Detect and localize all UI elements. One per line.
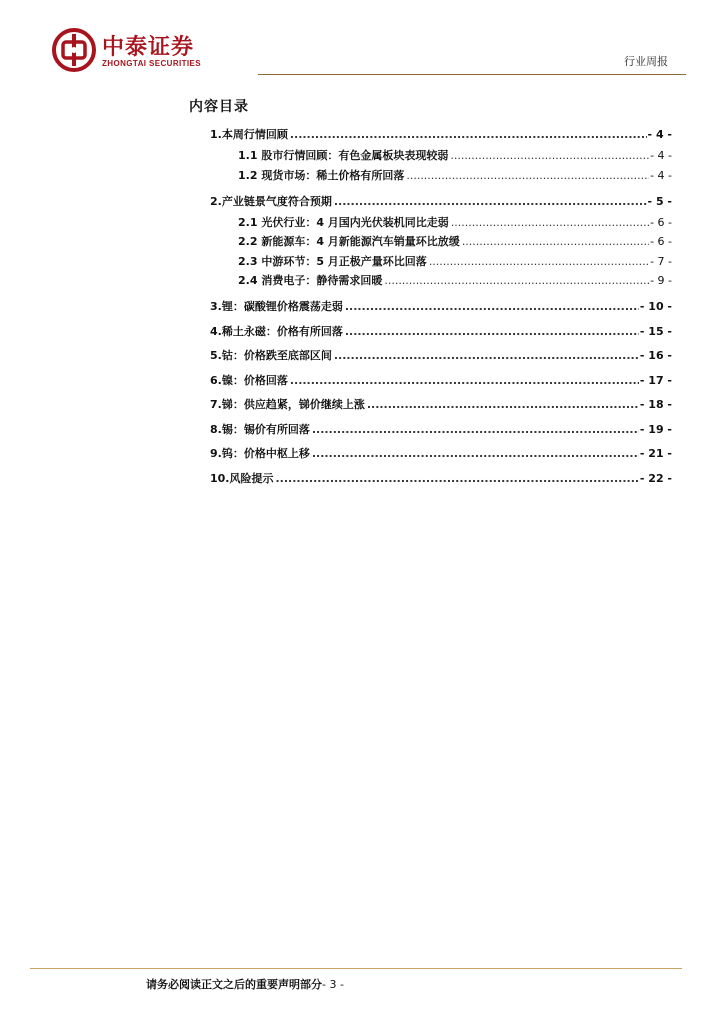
toc-entry[interactable] bbox=[210, 422, 672, 438]
toc-entry-page: - 6 - bbox=[650, 235, 672, 248]
footer-divider bbox=[30, 968, 682, 969]
toc-leader-dots bbox=[345, 324, 639, 340]
toc-entry-label: 2.1 光伏行业：4 月国内光伏装机同比走弱 bbox=[238, 215, 449, 229]
toc-leader-dots bbox=[345, 299, 639, 315]
footer-notice: 请务必阅读正文之后的重要声明部分 bbox=[146, 978, 322, 991]
toc-entry-page: - 4 - bbox=[650, 168, 672, 182]
toc-entry-label: 10.风险提示 bbox=[210, 471, 274, 485]
toc-leader-dots bbox=[367, 397, 639, 413]
toc-leader-dots bbox=[290, 373, 639, 389]
toc-leader-dots bbox=[334, 194, 647, 210]
toc-entry-label: 5.钴：价格跌至底部区间 bbox=[210, 349, 332, 362]
toc-entry-label: 3.锂：碳酸锂价格震荡走弱 bbox=[210, 300, 343, 313]
toc-entry[interactable] bbox=[210, 324, 672, 340]
toc-entry[interactable] bbox=[210, 471, 672, 487]
toc-entry-label: 6.镍：价格回落 bbox=[210, 373, 288, 387]
zhongtai-logo-icon bbox=[52, 28, 96, 72]
toc-entry-label: 2.4 消费电子：静待需求回暖 bbox=[238, 274, 383, 287]
toc-entry-page: - 21 - bbox=[639, 447, 672, 460]
toc-entry[interactable] bbox=[210, 397, 672, 413]
brand-name-en: ZHONGTAI SECURITIES bbox=[102, 59, 202, 68]
toc-entry-page: - 4 - bbox=[650, 149, 672, 162]
toc-entry-label: 8.锡：锡价有所回落 bbox=[210, 422, 310, 436]
toc-leader-dots bbox=[312, 422, 639, 438]
toc-leader-dots bbox=[384, 273, 649, 289]
page-header bbox=[0, 0, 724, 80]
toc-entry-label: 9.钨：价格中枢上移 bbox=[210, 447, 310, 460]
page-number: - 3 - bbox=[322, 978, 344, 991]
toc-entry-page: - 15 - bbox=[639, 324, 672, 338]
toc-title: 内容目录 bbox=[189, 99, 249, 115]
toc-entry-page: - 6 - bbox=[650, 215, 672, 229]
toc-subentry[interactable] bbox=[238, 168, 672, 184]
toc-leader-dots bbox=[290, 127, 647, 143]
toc-entry-page: - 9 - bbox=[650, 274, 672, 287]
brand-name-cn: 中泰证券 bbox=[102, 35, 195, 60]
page-footer bbox=[146, 976, 344, 992]
toc-leader-dots bbox=[334, 348, 639, 364]
toc-entry-label: 2.3 中游环节：5 月正极产量环比回落 bbox=[238, 254, 427, 268]
toc-entry-page: - 5 - bbox=[647, 194, 672, 208]
toc-entry-label: 7.锑：供应趋紧，锑价继续上涨 bbox=[210, 398, 365, 411]
toc-entry-label: 4.稀土永磁：价格有所回落 bbox=[210, 324, 343, 338]
toc-entry-page: - 16 - bbox=[639, 349, 672, 362]
toc-leader-dots bbox=[450, 148, 649, 164]
document-type: 行业周报 bbox=[624, 55, 668, 68]
toc-entry[interactable] bbox=[210, 446, 672, 462]
toc-entry-label: 2.产业链景气度符合预期 bbox=[210, 194, 332, 208]
toc-subentry[interactable] bbox=[238, 215, 672, 231]
toc-subentry[interactable] bbox=[238, 234, 672, 250]
toc-entry-label: 1.2 现货市场：稀土价格有所回落 bbox=[238, 168, 405, 182]
toc-leader-dots bbox=[429, 254, 649, 270]
toc-leader-dots bbox=[462, 234, 649, 250]
toc-leader-dots bbox=[276, 471, 639, 487]
toc-leader-dots bbox=[451, 215, 649, 231]
toc-entry-page: - 22 - bbox=[639, 471, 672, 485]
toc-entry[interactable] bbox=[210, 127, 672, 143]
toc-entry-label: 2.2 新能源车：4 月新能源汽车销量环比放缓 bbox=[238, 235, 460, 248]
toc-entry-label: 1.本周行情回顾 bbox=[210, 128, 288, 141]
toc-entry[interactable] bbox=[210, 194, 672, 210]
toc-entry-page: - 7 - bbox=[650, 254, 672, 268]
toc-leader-dots bbox=[312, 446, 639, 462]
toc-entry-page: - 10 - bbox=[639, 300, 672, 313]
toc-leader-dots bbox=[406, 168, 649, 184]
toc-entry[interactable] bbox=[210, 348, 672, 364]
toc-entry[interactable] bbox=[210, 299, 672, 315]
toc-subentry[interactable] bbox=[238, 254, 672, 270]
toc-subentry[interactable] bbox=[238, 273, 672, 289]
toc-entry-page: - 17 - bbox=[639, 373, 672, 387]
toc-entry[interactable] bbox=[210, 373, 672, 389]
toc-entry-label: 1.1 股市行情回顾：有色金属板块表现较弱 bbox=[238, 149, 449, 162]
header-divider bbox=[258, 74, 686, 75]
toc-entry-page: - 19 - bbox=[639, 422, 672, 436]
toc-entry-page: - 4 - bbox=[647, 128, 672, 141]
toc-entry-page: - 18 - bbox=[639, 398, 672, 411]
toc-subentry[interactable] bbox=[238, 148, 672, 164]
